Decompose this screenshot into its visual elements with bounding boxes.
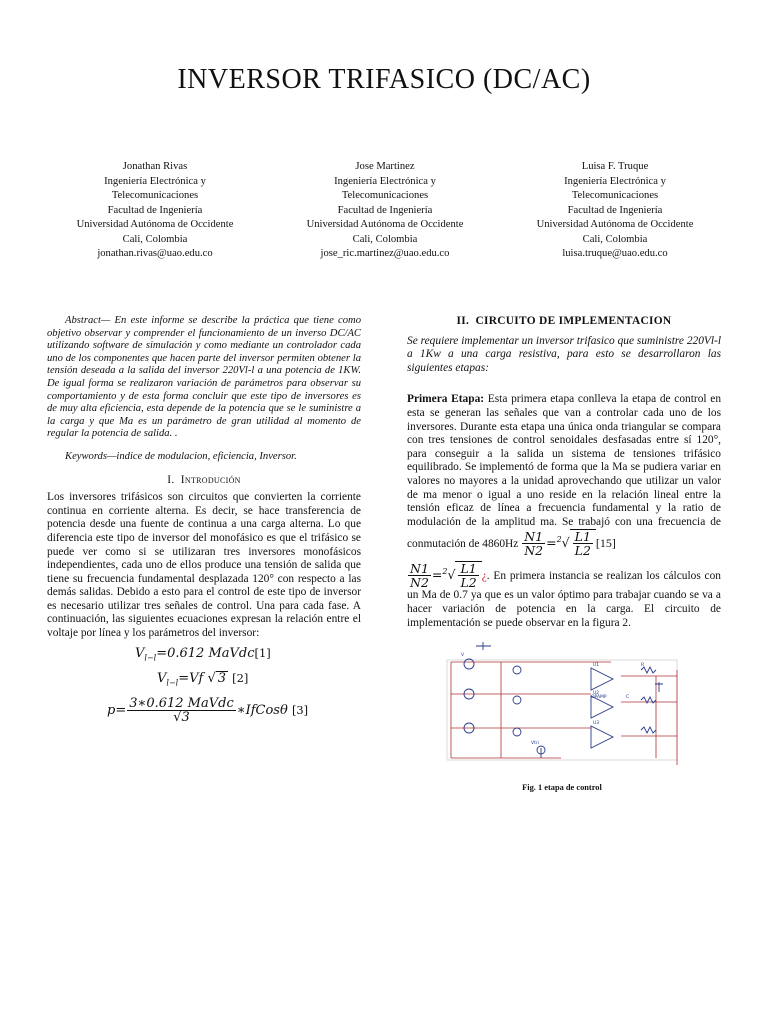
frequency-paragraph <box>407 561 721 630</box>
root-index: 2 <box>442 567 448 577</box>
root-denominator: L2 <box>460 575 477 591</box>
circuit-labels <box>461 652 644 746</box>
equations <box>47 647 361 733</box>
root-numerator: L1 <box>460 561 477 577</box>
primera-etapa-paragraph <box>407 393 721 557</box>
author-department-2: Telecomunicaciones <box>571 190 659 201</box>
section-heading-circuito <box>407 315 721 329</box>
reference-tag: [15] <box>595 536 616 551</box>
label-c: C <box>626 695 630 701</box>
eq1-sub: l−l <box>144 653 157 663</box>
introduction-body: Los inversores trifásicos son circuitos que convierten la corriente continua en corriente alterna. Es decir, se hace transferencia de potencia desde una fuente de continua a una carga alterna. Lo que diferencia este tipo de inversor del monofásico es que el trifásico se puede ver como si se utilizaran tres inversores monofásicos independientes, cada uno de ellos produce una tensión de salida que tiene su frecuencia fundamental desplazada 120° con respecto a las demás salidas. Debido a esto para el control de este tipo de inversor es necesario utilizar tres señales de control. Una para cada fase. A continuación, las siguientes ecuaciones expresan la relación entre el voltaje por línea y los parámetros del inversor: <box>47 491 361 640</box>
section-number: I. <box>167 473 175 486</box>
circuit-components <box>464 642 663 758</box>
root-denominator: L2 <box>574 543 591 559</box>
author-3 <box>500 160 730 262</box>
author-email: jose_ric.martinez@uao.edu.co <box>320 248 450 259</box>
stage-label: Primera Etapa: <box>407 393 485 406</box>
author-block <box>40 160 730 270</box>
section-title: CIRCUITO DE IMPLEMENTACION <box>475 315 672 327</box>
frac-denominator: N2 <box>410 575 429 591</box>
author-email: luisa.truque@uao.edu.co <box>562 248 668 259</box>
right-column <box>407 315 722 792</box>
label-v: V <box>461 653 465 659</box>
author-faculty: Facultad de Ingeniería <box>337 204 433 216</box>
eq1-lhs: V <box>135 645 145 661</box>
control-circuit-figure <box>441 640 683 792</box>
eq3-rhs: ∗IfCosθ <box>236 702 288 718</box>
author-city: Cali, Colombia <box>582 233 648 245</box>
turns-ratio-equation-2: $\frac{N1}{N2}$ =$^2$√ $\frac{L1}{L2}$ <box>407 567 482 582</box>
eq2-lhs: V <box>157 670 167 686</box>
frac-numerator: N1 <box>524 529 544 545</box>
section-number: II. <box>456 315 470 327</box>
eq2-sqrt: 3 <box>217 670 227 686</box>
figure-caption: Fig. 1 etapa de control <box>522 782 602 792</box>
author-department: Ingeniería Electrónica y <box>564 175 666 187</box>
eq2-rhs: =Vf <box>178 670 204 686</box>
eq2-sub: l−l <box>166 678 179 688</box>
equation-3 <box>47 697 361 733</box>
author-department: Ingeniería Electrónica y <box>104 175 206 187</box>
author-city: Cali, Colombia <box>352 233 418 245</box>
root-numerator: L1 <box>574 529 591 545</box>
turns-ratio-equation: $\frac{N1}{N2}$ =$^2$√ $\frac{L1}{L2}$ <box>521 535 596 550</box>
author-1 <box>40 160 270 262</box>
author-name: Luisa F. Truque <box>581 161 649 172</box>
equals-sign: = <box>546 535 557 551</box>
eq2-tag: [2] <box>232 670 249 685</box>
author-faculty: Facultad de Ingeniería <box>107 204 203 216</box>
eq3-numerator: 3∗0.612 MaVdc <box>129 695 234 711</box>
left-column <box>47 315 361 733</box>
author-faculty: Facultad de Ingeniería <box>567 204 663 216</box>
paper-title: INVERSOR TRIFASICO (DC/AC) <box>177 64 591 95</box>
eq3-fraction <box>127 697 236 724</box>
label-u2: U2 <box>593 691 600 697</box>
label-u3: U3 <box>593 721 600 727</box>
eq1-rhs: =0.612 MaVdc <box>156 645 255 661</box>
eq3-tag: [3] <box>291 702 309 717</box>
author-university: Universidad Autónoma de Occidente <box>536 219 694 230</box>
author-department-2: Telecomunicaciones <box>341 190 429 201</box>
author-university: Universidad Autónoma de Occidente <box>306 219 464 230</box>
equals-sign: = <box>431 567 443 583</box>
author-email: jonathan.rivas@uao.edu.co <box>97 248 213 259</box>
author-department: Ingeniería Electrónica y <box>334 175 436 187</box>
label-opamp: OPAMP <box>591 695 607 701</box>
eq3-lhs: p= <box>107 702 127 718</box>
section-heading-introduction <box>47 474 361 488</box>
author-university: Universidad Autónoma de Occidente <box>76 219 234 230</box>
stage-body: Esta primera etapa conlleva la etapa de control en esta se generan las señales que van a controlar cada uno de los inversores. Durante esta etapa una única onda triangular se compara con tres tensiones de control senoidales desfasadas entre sí 120°, para conseguir a la salida un sistema de tensiones trifásico equilibrado. Se implementó de forma que la Ma se pudiera variar en valores no mayores a la unidad aprovechando que utilizar un valor de ma menor o igual a uno reside en la relación lineal entre la tensión eficaz de línea a frecuencia fundamental y la ratio de modulación de la amplitud ma. Se trabajó con una frecuencia de conmutación de 4860Hz <box>407 393 722 551</box>
label-vtri: Vtri <box>531 741 539 747</box>
circuit-schematic <box>441 640 683 772</box>
abstract: Abstract— En este informe se describe la práctica que tiene como objetivo observar y comprender el funcionamiento de un inverso DC/AC utilizando software de simulación y como mediante un controlador cada uno de los componentes que hacen parte del inversor permiten obtener la tensión deseada a la salida del inversor 220Vl-l a una potencia de 1KW. De igual forma se realizaron variación de parámetros para observar su comportamiento y de esta forma concluir que este tipo de inversores es de muy alta eficiencia, esta depende de la potencia que se le suministre a la carga y que Ma es un parámetro de gran utilidad al momento de regular la potencia de salida. . <box>47 315 361 440</box>
root-index: 2 <box>556 535 562 545</box>
section-lead: Se requiere implementar un inversor trifasico que suministre 220Vl-l a 1Kw a una carga resistiva, para esto se desarrollaron las siguientes etapas: <box>407 334 721 374</box>
equation-2: $V_{l-l}=Vf$ √ 3 [2] <box>157 670 249 688</box>
author-department-2: Telecomunicaciones <box>111 190 199 201</box>
label-r: R <box>641 663 645 669</box>
question-mark-glyph: ¿ <box>481 570 487 583</box>
section-title: Introdución <box>180 473 241 486</box>
frac-numerator: N1 <box>410 561 429 577</box>
frac-denominator: N2 <box>524 543 544 559</box>
eq1-tag: [1] <box>254 645 271 660</box>
author-city: Cali, Colombia <box>122 233 188 245</box>
circuit-wires <box>447 660 677 765</box>
paragraph-tail: . En primera instancia se realizan los cálculos con un Ma de 0.7 ya que es un valor óptimo para trabajar cuando se va a hacer variación de potencia en la carga. El circuito de implementación se puede observar en la figura 2. <box>407 570 721 629</box>
author-name: Jose Martinez <box>355 161 415 172</box>
eq3-denominator: √3 <box>173 709 190 725</box>
equation-1 <box>47 647 361 671</box>
author-2 <box>270 160 500 262</box>
label-u1: U1 <box>593 663 600 669</box>
author-name: Jonathan Rivas <box>122 161 188 172</box>
keywords: Keywords—indice de modulacion, eficiencia, Inversor. <box>65 450 297 462</box>
